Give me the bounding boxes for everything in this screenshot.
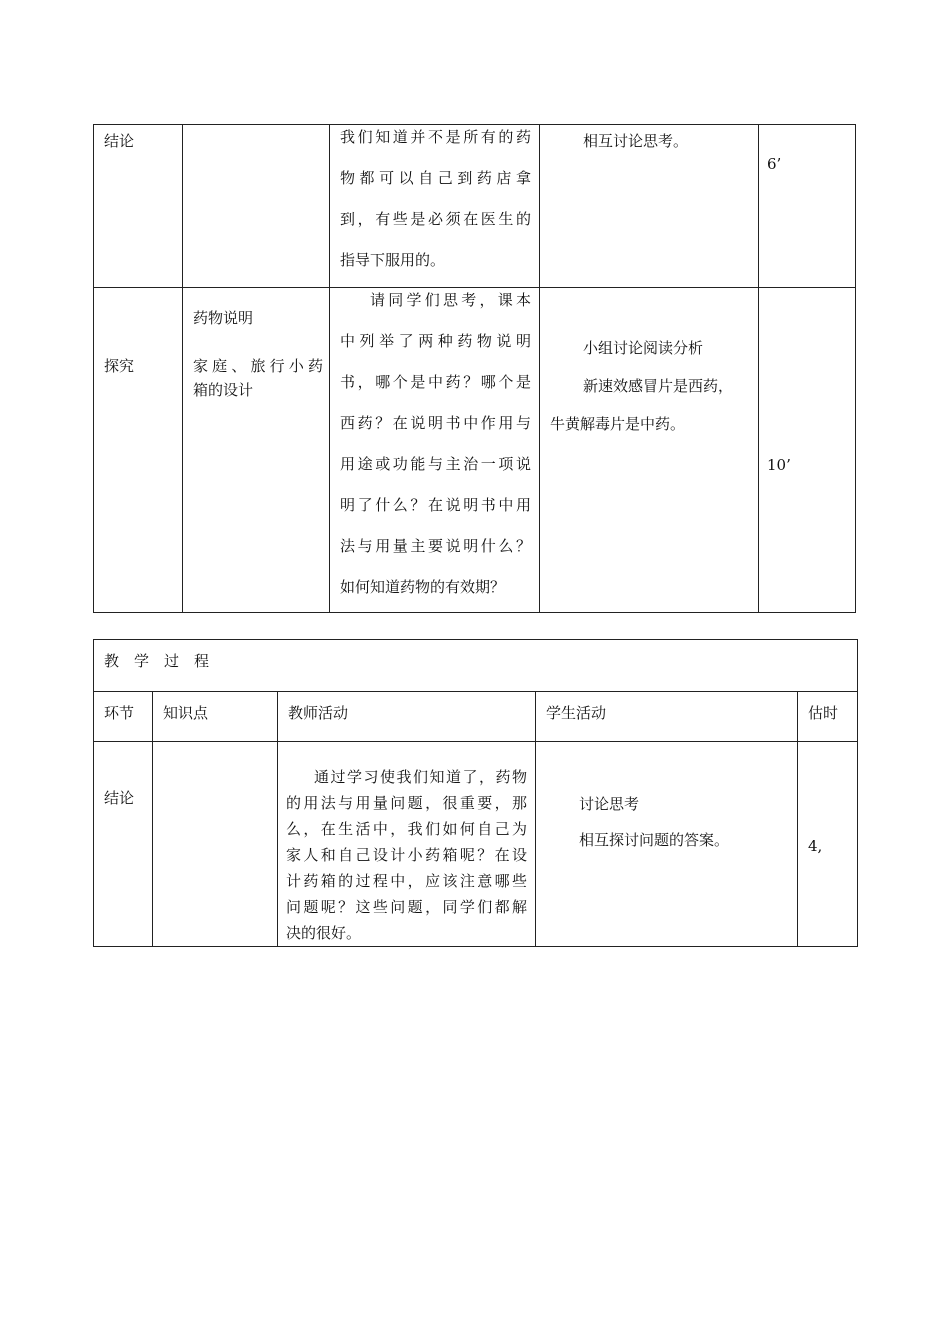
teacher-line: 中列举了两种药物说明 — [340, 332, 531, 350]
time-cell — [759, 288, 856, 613]
knowledge-line: 药物说明 — [193, 309, 254, 327]
student-line: 新速效感冒片是西药， — [583, 377, 734, 395]
student-line: 讨论思考 — [579, 795, 640, 813]
stage-cell — [94, 742, 153, 947]
student-activity-cell — [540, 125, 759, 288]
teacher-line: 决的很好。 — [286, 924, 362, 942]
student-activity-cell — [536, 742, 798, 947]
header-knowledge: 知识点 — [163, 704, 209, 722]
student-line: 相互讨论思考。 — [583, 132, 689, 150]
teacher-line: 通过学习使我们知道了，药物 — [314, 768, 527, 786]
stage-cell — [94, 125, 183, 288]
teacher-line: 我们知道并不是所有的药 — [340, 128, 531, 146]
table-row — [94, 125, 856, 288]
teacher-line: 到，有些是必须在医生的 — [340, 210, 531, 228]
teacher-line: 西药？在说明书中作用与 — [340, 414, 531, 432]
teacher-line: 指导下服用的。 — [340, 251, 446, 269]
teacher-line: 物都可以自己到药店拿 — [340, 169, 531, 187]
header-time: 估时 — [808, 704, 839, 722]
teacher-line: 问题呢？这些问题，同学们都解 — [286, 898, 527, 916]
knowledge-cell — [153, 742, 278, 947]
teacher-line: 如何知道药物的有效期？ — [340, 578, 506, 596]
teacher-activity-cell — [330, 125, 540, 288]
teacher-line: 法与用量主要说明什么？ — [340, 537, 531, 555]
teacher-activity-cell — [330, 288, 540, 613]
header-cell — [536, 692, 798, 742]
knowledge-cell — [183, 125, 330, 288]
header-cell — [278, 692, 536, 742]
stage-label: 结论 — [104, 132, 135, 150]
table-title: 教 学 过 程 — [104, 652, 210, 670]
teacher-activity-cell — [278, 742, 536, 947]
table-title-row — [94, 640, 858, 692]
header-cell — [153, 692, 278, 742]
student-line: 相互探讨问题的答案。 — [579, 831, 730, 849]
student-line: 小组讨论阅读分析 — [583, 339, 704, 357]
table-row — [94, 742, 858, 947]
stage-label: 探究 — [104, 357, 135, 375]
time-value: 10’ — [767, 456, 791, 474]
stage-label: 结论 — [104, 789, 135, 807]
teacher-line: 家人和自己设计小药箱呢？在设 — [286, 846, 527, 864]
teacher-line: 计药箱的过程中，应该注意哪些 — [286, 872, 527, 890]
student-line: 牛黄解毒片是中药。 — [550, 415, 686, 433]
teacher-line: 用途或功能与主治一项说 — [340, 455, 531, 473]
header-cell — [94, 692, 153, 742]
stage-cell — [94, 288, 183, 613]
time-value: 4, — [808, 837, 823, 855]
header-stage: 环节 — [104, 704, 135, 722]
teaching-process-table — [93, 639, 858, 947]
student-activity-cell — [540, 288, 759, 613]
table-row — [94, 288, 856, 613]
lesson-table-continued — [93, 124, 856, 613]
time-cell — [798, 742, 858, 947]
header-student-activity: 学生活动 — [546, 704, 607, 722]
knowledge-cell — [183, 288, 330, 613]
teacher-line: 的用法与用量问题，很重要，那 — [286, 794, 527, 812]
time-cell — [759, 125, 856, 288]
teacher-line: 么，在生活中，我们如何自己为 — [286, 820, 527, 838]
knowledge-line: 家庭、旅行小药 — [193, 357, 323, 375]
time-value: 6’ — [767, 155, 782, 173]
teacher-line: 书，哪个是中药？哪个是 — [340, 373, 531, 391]
table-title-cell — [94, 640, 858, 692]
header-teacher-activity: 教师活动 — [288, 704, 349, 722]
teacher-line: 明了什么？在说明书中用 — [340, 496, 531, 514]
knowledge-line: 箱的设计 — [193, 381, 254, 399]
header-row — [94, 692, 858, 742]
teacher-line: 请同学们思考，课本 — [370, 291, 531, 309]
header-cell — [798, 692, 858, 742]
